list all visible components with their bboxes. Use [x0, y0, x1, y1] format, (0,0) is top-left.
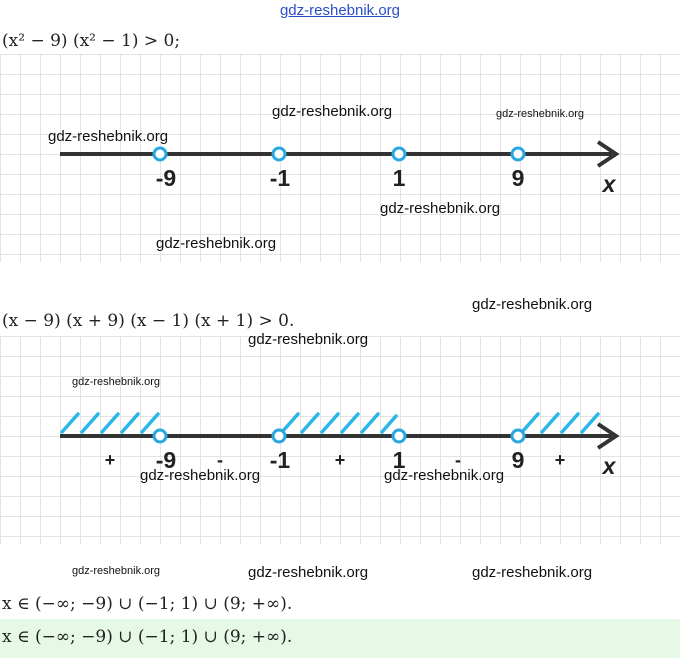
watermark-text: gdz-reshebnik.org	[380, 200, 501, 217]
watermark-text: gdz-reshebnik.org	[156, 235, 277, 252]
tick-label: -1	[269, 447, 291, 473]
hatch-region-middle	[282, 414, 396, 432]
tick-label: 1	[392, 165, 406, 191]
tick-label: 1	[392, 447, 406, 473]
axis-variable-label: x	[602, 171, 616, 197]
tick-label: -9	[155, 447, 177, 473]
answer-highlight	[0, 619, 680, 658]
point-open-neg1	[273, 430, 285, 442]
watermark-text: gdz-reshebnik.org	[384, 467, 505, 484]
point-open-1	[393, 430, 405, 442]
watermark-text: gdz-reshebnik.org	[248, 331, 369, 348]
point-open-neg9	[154, 148, 166, 160]
point-open-9	[512, 430, 524, 442]
inequality-step2: (x − 9) (x + 9) (x − 1) (x + 1) > 0.	[2, 311, 295, 331]
hatch-region-right	[522, 414, 598, 432]
tick-label: 9	[511, 165, 525, 191]
watermark-text: gdz-reshebnik.org	[72, 376, 161, 388]
watermark-text: gdz-reshebnik.org	[140, 467, 261, 484]
watermark-text: gdz-reshebnik.org	[472, 564, 593, 581]
watermark-text: gdz-reshebnik.org	[472, 296, 593, 313]
point-open-9	[512, 148, 524, 160]
point-open-neg9	[154, 430, 166, 442]
tick-label: -1	[269, 165, 291, 191]
answer-line: x ∈ (−∞; −9) ∪ (−1; 1) ∪ (9; +∞).	[2, 594, 293, 614]
sign-label: +	[104, 450, 116, 470]
number-line-2	[0, 336, 680, 544]
watermark-text: gdz-reshebnik.org	[248, 564, 369, 581]
sign-label: +	[334, 450, 346, 470]
watermark-text: gdz-reshebnik.org	[272, 103, 393, 120]
answer-line-highlighted: x ∈ (−∞; −9) ∪ (−1; 1) ∪ (9; +∞).	[2, 627, 293, 647]
tick-label: 9	[511, 447, 525, 473]
point-open-neg1	[273, 148, 285, 160]
axis-variable-label: x	[602, 453, 616, 479]
sign-label: -	[217, 450, 223, 470]
watermark-text: gdz-reshebnik.org	[496, 108, 585, 120]
hatch-region-left	[62, 414, 158, 432]
tick-label: -9	[155, 165, 177, 191]
sign-label: +	[554, 450, 566, 470]
point-open-1	[393, 148, 405, 160]
number-line-1	[0, 54, 680, 262]
watermark-text: gdz-reshebnik.org	[72, 565, 161, 577]
watermark-text: gdz-reshebnik.org	[48, 128, 169, 145]
inequality-step1: (x² − 9) (x² − 1) > 0;	[2, 31, 181, 51]
sign-label: -	[455, 450, 461, 470]
site-header-link[interactable]: gdz-reshebnik.org	[279, 2, 401, 19]
